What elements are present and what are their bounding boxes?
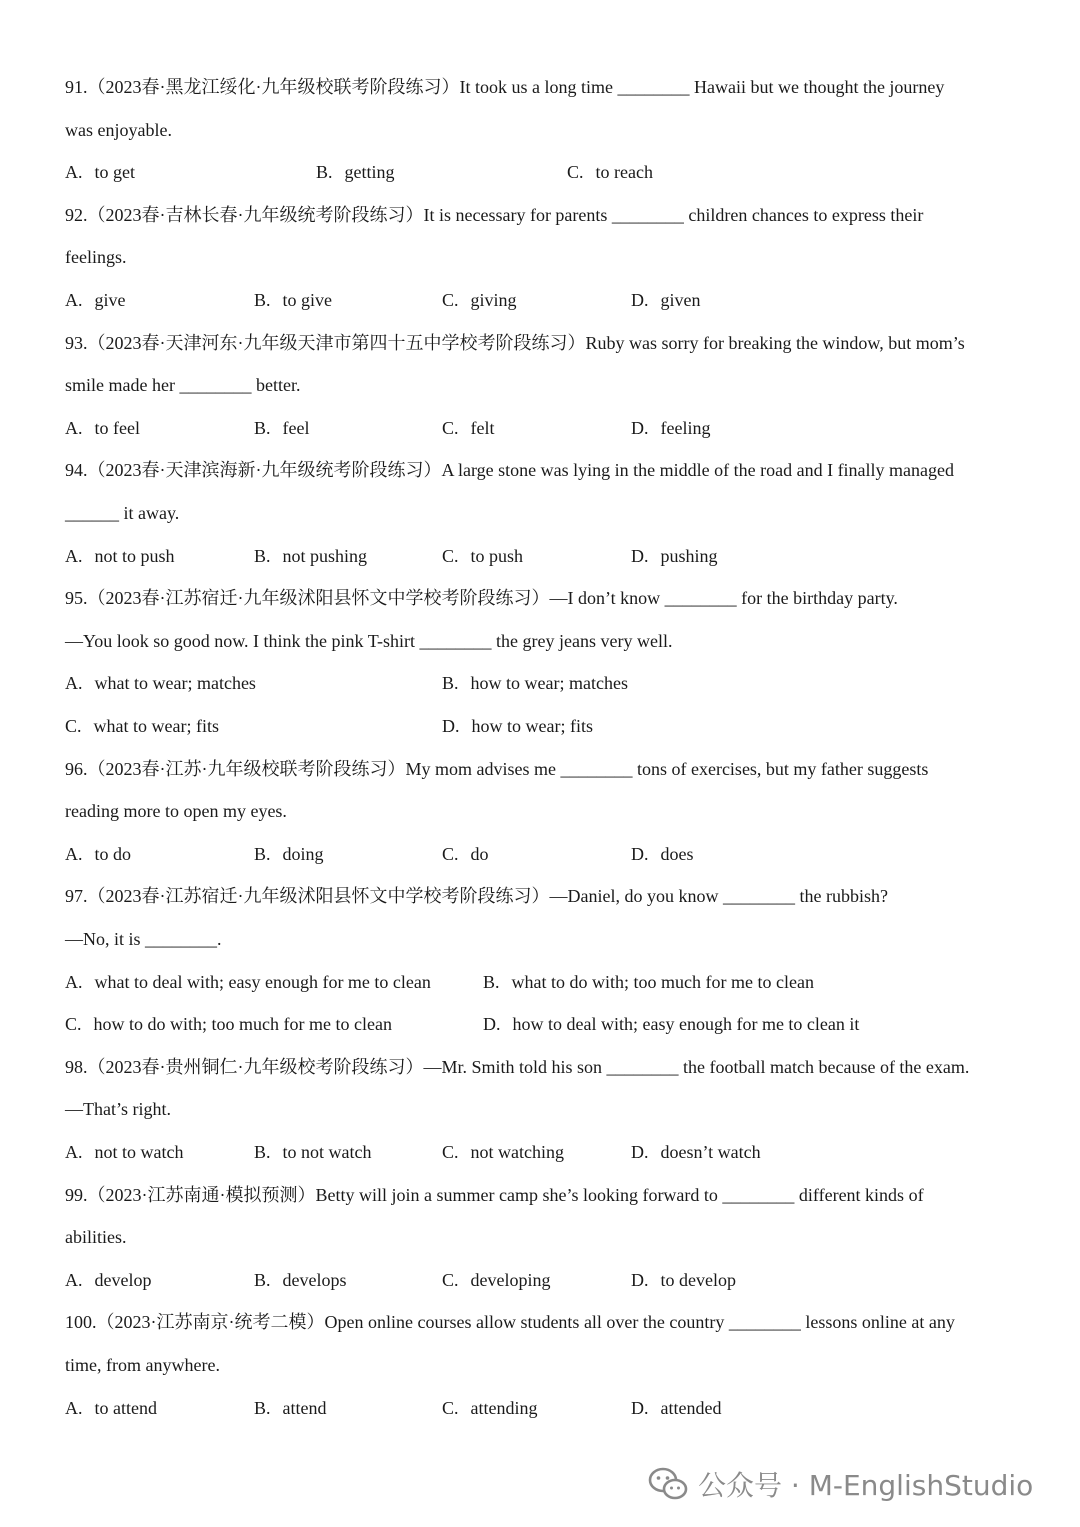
option-letter: B.: [254, 417, 271, 438]
option-text: felt: [470, 417, 495, 438]
option-letter: C.: [567, 162, 584, 183]
option-letter: A.: [65, 162, 83, 183]
question-100-stem-line: 100.（2023·江苏南京·统考二模）Open online courses allow students all over the country ________ lessons online at any: [65, 1312, 955, 1333]
option-text: to develop: [660, 1269, 736, 1290]
question-94-stem-line: ______ it away.: [65, 503, 180, 523]
question-92-option[interactable]: [631, 289, 701, 311]
option-text: to give: [282, 290, 333, 310]
option-text: what to wear; matches: [94, 673, 256, 694]
option-text: to get: [94, 162, 135, 183]
option-letter: D.: [631, 1397, 649, 1418]
option-letter: B.: [254, 1397, 271, 1418]
question-98-option[interactable]: [631, 1141, 761, 1163]
option-text: what to do with; too much for me to clean: [511, 971, 814, 992]
option-text: feel: [282, 417, 310, 438]
option-letter: C.: [65, 716, 82, 736]
option-text: how to wear; matches: [470, 673, 628, 694]
option-text: pushing: [660, 545, 718, 566]
question-93-option[interactable]: [65, 417, 140, 439]
option-text: what to deal with; easy enough for me to clean: [94, 971, 431, 992]
option-text: to not watch: [282, 1142, 372, 1162]
option-text: how to wear; fits: [471, 716, 593, 736]
option-letter: C.: [442, 1397, 459, 1418]
option-letter: C.: [442, 417, 459, 438]
option-text: doing: [282, 843, 324, 864]
question-96-option[interactable]: [442, 843, 489, 865]
option-text: getting: [344, 162, 395, 183]
option-letter: D.: [631, 545, 649, 566]
option-letter: C.: [442, 843, 459, 864]
question-93-option[interactable]: [442, 417, 495, 439]
question-97-stem-line: —No, it is ________.: [65, 929, 222, 949]
option-text: give: [94, 290, 126, 310]
option-letter: D.: [631, 1142, 649, 1162]
option-text: giving: [470, 290, 517, 310]
option-letter: B.: [254, 545, 271, 566]
question-92-stem-line: 92.（2023春·吉林长春·九年级统考阶段练习）It is necessary for parents ________ children chances to express their: [65, 204, 924, 225]
option-text: develops: [282, 1269, 347, 1290]
question-94-option[interactable]: [442, 545, 523, 567]
question-93-option[interactable]: [631, 417, 710, 439]
question-99-option[interactable]: [254, 1269, 347, 1291]
question-92-option[interactable]: [65, 289, 126, 311]
question-95-option[interactable]: [442, 672, 628, 694]
question-93-stem-line: smile made her ________ better.: [65, 375, 301, 396]
question-98-option[interactable]: [254, 1141, 372, 1163]
question-96-stem-line: 96.（2023春·江苏·九年级校联考阶段练习）My mom advises me ________ tons of exercises, but my father suggests: [65, 758, 929, 779]
question-95-stem-line: —You look so good now. I think the pink T-shirt ________ the grey jeans very well.: [65, 630, 673, 651]
question-100-option[interactable]: [65, 1397, 157, 1419]
question-92-option[interactable]: [254, 289, 332, 311]
option-letter: D.: [442, 716, 460, 736]
option-letter: C.: [442, 1142, 459, 1162]
question-94-option[interactable]: [65, 545, 175, 567]
option-letter: A.: [65, 971, 83, 992]
question-97-option[interactable]: [483, 971, 814, 993]
question-93-option[interactable]: [254, 417, 310, 439]
option-letter: A.: [65, 843, 83, 864]
question-100-option[interactable]: [442, 1397, 538, 1419]
question-92-option[interactable]: [442, 289, 517, 311]
question-91-option[interactable]: [567, 161, 653, 183]
question-100-option[interactable]: [631, 1397, 721, 1419]
question-92-stem-line: feelings.: [65, 247, 127, 268]
option-letter: D.: [631, 417, 649, 438]
option-letter: C.: [65, 1014, 82, 1035]
option-text: do: [470, 843, 489, 864]
question-99-option[interactable]: [442, 1269, 551, 1291]
option-letter: A.: [65, 290, 83, 310]
option-letter: B.: [254, 843, 271, 864]
option-letter: D.: [483, 1014, 501, 1035]
question-94-option[interactable]: [631, 545, 718, 567]
option-text: not watching: [470, 1142, 564, 1162]
option-letter: C.: [442, 1269, 459, 1290]
question-95-option[interactable]: [442, 715, 593, 737]
question-97-option[interactable]: [65, 971, 431, 993]
question-96-option[interactable]: [65, 843, 131, 865]
option-text: developing: [470, 1269, 551, 1290]
option-letter: B.: [254, 1269, 271, 1290]
question-99-stem-line: 99.（2023·江苏南通·模拟预测）Betty will join a summer camp she’s looking forward to ________ different kinds of: [65, 1184, 924, 1205]
option-text: how to deal with; easy enough for me to clean it: [512, 1014, 860, 1035]
question-98-stem-line: 98.（2023春·贵州铜仁·九年级校考阶段练习）—Mr. Smith told his son ________ the football match because of the exam.: [65, 1056, 970, 1077]
option-letter: D.: [631, 843, 649, 864]
option-letter: A.: [65, 1269, 83, 1290]
question-95-stem-line: 95.（2023春·江苏宿迁·九年级沭阳县怀文中学校考阶段练习）—I don’t know ________ for the birthday party.: [65, 588, 898, 609]
question-100-option[interactable]: [254, 1397, 327, 1419]
option-text: not to push: [94, 545, 175, 566]
question-97-option[interactable]: [483, 1013, 859, 1035]
question-97-option[interactable]: [65, 1013, 392, 1035]
option-letter: B.: [254, 1142, 271, 1162]
question-91-option[interactable]: [65, 161, 135, 183]
question-98-option[interactable]: [442, 1141, 564, 1163]
option-letter: A.: [65, 673, 83, 694]
question-95-option[interactable]: [65, 715, 219, 737]
option-letter: A.: [65, 1397, 83, 1418]
option-text: attend: [282, 1397, 327, 1418]
option-text: how to do with; too much for me to clean: [93, 1014, 392, 1035]
question-98-stem-line: —That’s right.: [65, 1099, 171, 1120]
option-letter: A.: [65, 417, 83, 438]
watermark: [648, 1466, 1033, 1502]
option-text: feeling: [660, 417, 711, 438]
option-text: what to wear; fits: [93, 716, 219, 736]
option-letter: D.: [631, 1269, 649, 1290]
question-95-option[interactable]: [65, 672, 256, 694]
question-91-option[interactable]: [316, 161, 395, 183]
wechat-icon: [648, 1467, 688, 1501]
question-99-option[interactable]: [631, 1269, 736, 1291]
option-letter: A.: [65, 1142, 83, 1162]
option-text: to feel: [94, 417, 140, 438]
question-93-stem-line: 93.（2023春·天津河东·九年级天津市第四十五中学校考阶段练习）Ruby was sorry for breaking the window, but mom’s: [65, 332, 965, 353]
question-91-stem-line: was enjoyable.: [65, 119, 172, 140]
option-text: doesn’t watch: [660, 1142, 761, 1162]
question-98-option[interactable]: [65, 1141, 183, 1163]
option-text: attending: [470, 1397, 538, 1418]
question-96-option[interactable]: [631, 843, 694, 865]
question-96-option[interactable]: [254, 843, 324, 865]
option-letter: B.: [483, 971, 500, 992]
option-letter: C.: [442, 290, 459, 310]
option-text: not to watch: [94, 1142, 184, 1162]
question-94-stem-line: 94.（2023春·天津滨海新·九年级统考阶段练习）A large stone was lying in the middle of the road and I finally managed: [65, 460, 955, 481]
option-text: does: [660, 843, 694, 864]
question-97-stem-line: 97.（2023春·江苏宿迁·九年级沭阳县怀文中学校考阶段练习）—Daniel, do you know ________ the rubbish?: [65, 886, 888, 907]
question-99-stem-line: abilities.: [65, 1227, 127, 1248]
question-96-stem-line: reading more to open my eyes.: [65, 801, 287, 822]
question-91-stem-line: 91.（2023春·黑龙江绥化·九年级校联考阶段练习）It took us a long time ________ Hawaii but we thought the journey: [65, 77, 945, 97]
question-100-stem-line: time, from anywhere.: [65, 1355, 220, 1375]
option-text: attended: [660, 1397, 722, 1418]
option-letter: D.: [631, 290, 649, 310]
option-text: develop: [94, 1269, 152, 1290]
option-text: to attend: [94, 1397, 157, 1418]
option-letter: A.: [65, 545, 83, 566]
option-text: to push: [470, 545, 524, 566]
option-text: to do: [94, 843, 132, 864]
option-letter: B.: [442, 673, 459, 694]
question-99-option[interactable]: [65, 1269, 151, 1291]
option-text: given: [660, 290, 701, 310]
option-text: to reach: [595, 162, 653, 183]
option-letter: B.: [316, 162, 333, 183]
option-text: not pushing: [282, 545, 368, 566]
option-letter: C.: [442, 545, 459, 566]
watermark-text: 公众号 · M-EnglishStudio: [698, 1469, 1034, 1502]
option-letter: B.: [254, 290, 271, 310]
question-94-option[interactable]: [254, 545, 367, 567]
